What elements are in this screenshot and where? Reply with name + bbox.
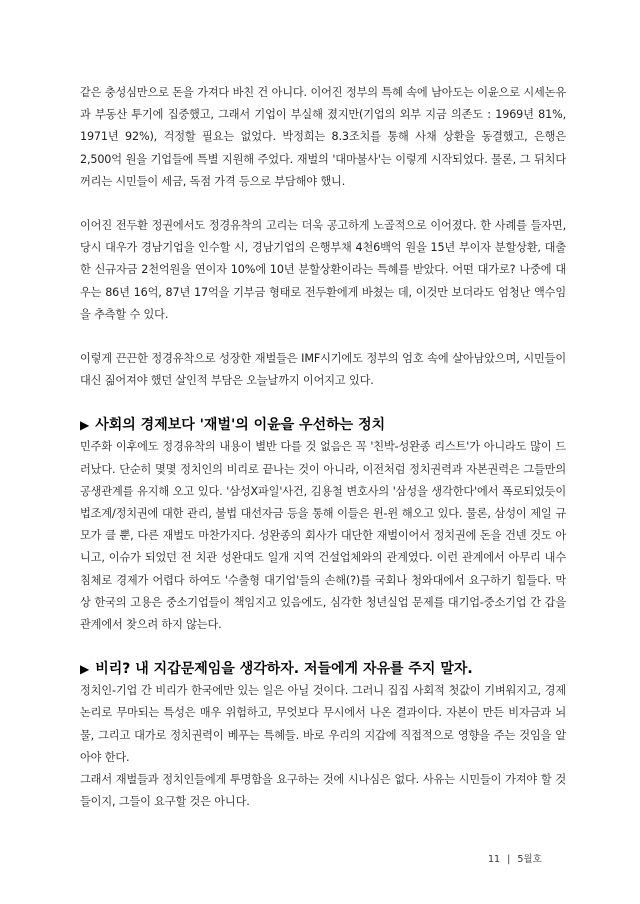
section-heading-text: 비리? 내 지갑문제임을 생각하자. 저들에게 자유를 주지 말자.: [95, 661, 473, 678]
section-heading-text: 사회의 경제보다 '재벌'의 이윤을 우선하는 정치: [95, 417, 386, 434]
paragraph: 이어진 전두환 정권에서도 정경유착의 고리는 더욱 공고하게 노골적으로 이어졌다. 한 사례를 들자면, 당시 대우가 경남기업을 인수할 시, 경남기업의 은행부채 4천6백억 원을 15년 부이자 분할상환, 대출한 신규자금 2천억원을 연이자 10%에 10년 분할상환이라는 특혜를 받았다. 어떤 대가로? 나중에 대우는 86년 16억, 87년 17억을 기부금 형태로 전두환에게 바쳤는 데, 이것만 보더라도 엄청난 액수임을 추측할 수 있다.: [80, 219, 566, 321]
paragraph: 이렇게 끈끈한 정경유착으로 성장한 재벌들은 IMF시기에도 정부의 엄호 속에 살아남았으며, 시민들이 대신 짊어져야 했던 살인적 부담은 오늘날까지 이어지고 있다.: [80, 352, 566, 388]
page-number: 11: [488, 854, 501, 865]
section-heading: [80, 658, 566, 680]
footer-separator: |: [507, 854, 511, 865]
paragraph: 정치인-기업 간 비리가 한국에만 있는 일은 아닐 것이다. 그러니 집집 사회적 첫값이 기벼워지고, 경제논리로 무마되는 특성은 매우 위험하고, 무엇보다 무시에서 나온 결과이다. 자본이 만든 비자금과 뇌물, 그리고 대가로 정치권력이 베푸는 특혜들. 바로 우리의 지갑에 직접적으로 영향을 주는 것임을 알아야 한다.: [80, 684, 566, 764]
paragraph: 그래서 재벌들과 정치인들에게 투명함을 요구하는 것에 시나심은 없다. 사유는 시민들이 가져야 할 것들이지, 그들이 요구할 것은 아니다.: [80, 773, 566, 809]
document-body: [80, 82, 566, 813]
issue-label: 5월호: [517, 854, 542, 865]
page-footer: [488, 851, 546, 865]
triangle-bullet-icon: ▶: [80, 418, 90, 433]
section-heading: [80, 414, 566, 436]
paragraph: 같은 충성심만으로 돈을 가져다 바친 건 아니다. 이어진 정부의 특혜 속에 남아도는 이윤으로 시세논유과 부동산 투기에 집중했고, 그래서 기업이 부실해 졌지만(기업의 외부 지금 의존도 : 1969년 81%, 1971년 92%), 걱정할 필요는 없었다. 박정희는 8.3조치를 통해 사채 상환을 동결했고, 은행은 2,500억 원을 기업들에 특별 지원해 주었다. 재벌의 '대마불사'는 이렇게 시작되었다. 물론, 그 뒤치다꺼리는 시민들이 세금, 독점 가격 등으로 부담해야 했니.: [80, 86, 566, 188]
paragraph: 민주화 이후에도 정경유착의 내용이 별반 다를 것 없음은 꼭 '친박-성완종 리스트'가 아니라도 많이 드러났다. 단순히 몇몇 정치인의 비리로 끝나는 것이 아니라, 이전처럼 정치권력과 자본권력은 그들만의 공생관계를 유지해 오고 있다. '삼성X파일'사건, 김용철 변호사의 '삼성을 생각한다'에서 폭로되었듯이 법조계/정치권에 대한 관리, 불법 대선자금 등을 통해 이들은 윈-윈 해오고 있다. 물론, 삼성이 제일 규모가 클 뿐, 다른 재벌도 마찬가지다. 성완종의 회사가 대단한 재벌이어서 정치권에 돈을 건넨 것도 아니고, 이슈가 되었던 전 치관 성완대도 일개 지역 건설업체와의 관계였다. 이런 관계에서 아무리 내수침체로 경제가 어렵다 하여도 '수출형 대기업'들의 손해(?)를 국회나 청와대에서 요구하기 힘들다. 막상 한국의 고용은 중소기업들이 책임지고 있음에도, 심각한 청년실업 문제를 대기업-중소기업 간 갑을관계에서 찾으려 하지 않는다.: [80, 440, 566, 632]
triangle-bullet-icon: ▶: [80, 662, 90, 677]
